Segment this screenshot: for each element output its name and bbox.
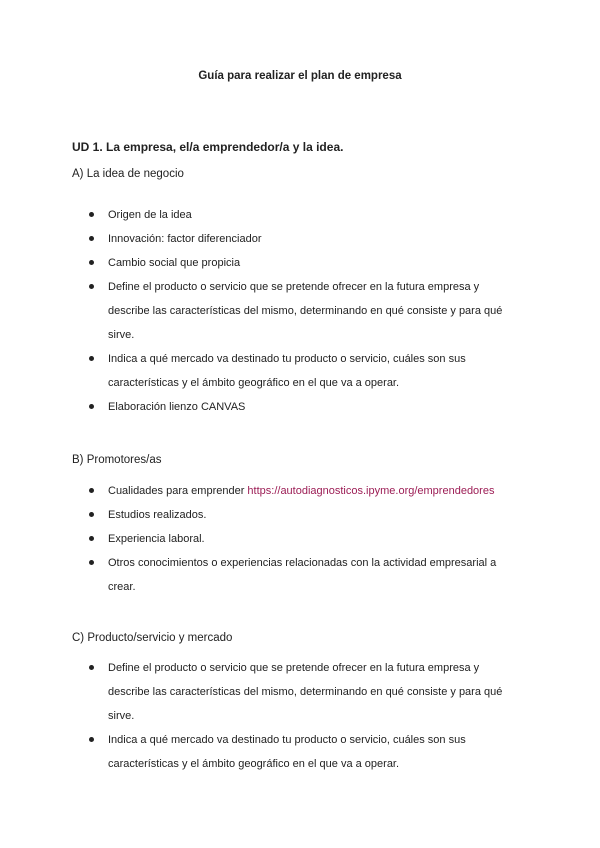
list-item: Otros conocimientos o experiencias relacionadas con la actividad empresarial a crear. [108,551,518,599]
list-item: Elaboración lienzo CANVAS [108,395,518,419]
bullet-icon [89,260,94,265]
section-a-list [108,203,518,419]
list-item: Origen de la idea [108,203,518,227]
unit-heading: UD 1. La empresa, el/a emprendedor/a y la idea. [72,140,344,154]
list-item: Cambio social que propicia [108,251,518,275]
autodiagnosticos-link[interactable]: https://autodiagnosticos.ipyme.org/emprendedores [247,485,495,497]
list-item: Cualidades para emprender https://autodiagnosticos.ipyme.org/emprendedores [108,479,518,503]
bullet-icon [89,512,94,517]
list-item: Indica a qué mercado va destinado tu producto o servicio, cuáles son sus características y el ámbito geográfico en el que va a operar. [108,728,518,776]
bullet-icon [89,488,94,493]
list-item: Estudios realizados. [108,503,518,527]
document-title: Guía para realizar el plan de empresa [198,70,402,82]
section-b-heading: B) Promotores/as [72,454,162,466]
list-item: Define el producto o servicio que se pretende ofrecer en la futura empresa y describe las características del mismo, determinando en qué consiste y para qué sirve. [108,275,518,347]
section-c-heading: C) Producto/servicio y mercado [72,632,233,644]
bullet-icon [89,737,94,742]
list-item: Experiencia laboral. [108,527,518,551]
section-b-list [108,479,518,599]
bullet-icon [89,665,94,670]
bullet-icon [89,284,94,289]
bullet-icon [89,560,94,565]
list-item: Indica a qué mercado va destinado tu producto o servicio, cuáles son sus características y el ámbito geográfico en el que va a operar. [108,347,518,395]
bullet-icon [89,236,94,241]
bullet-icon [89,356,94,361]
list-item: Innovación: factor diferenciador [108,227,518,251]
list-item: Define el producto o servicio que se pretende ofrecer en la futura empresa y describe las características del mismo, determinando en qué consiste y para qué sirve. [108,656,518,728]
section-c-list [108,656,518,776]
bullet-icon [89,536,94,541]
bullet-icon [89,212,94,217]
section-a-heading: A) La idea de negocio [72,168,184,180]
bullet-icon [89,404,94,409]
